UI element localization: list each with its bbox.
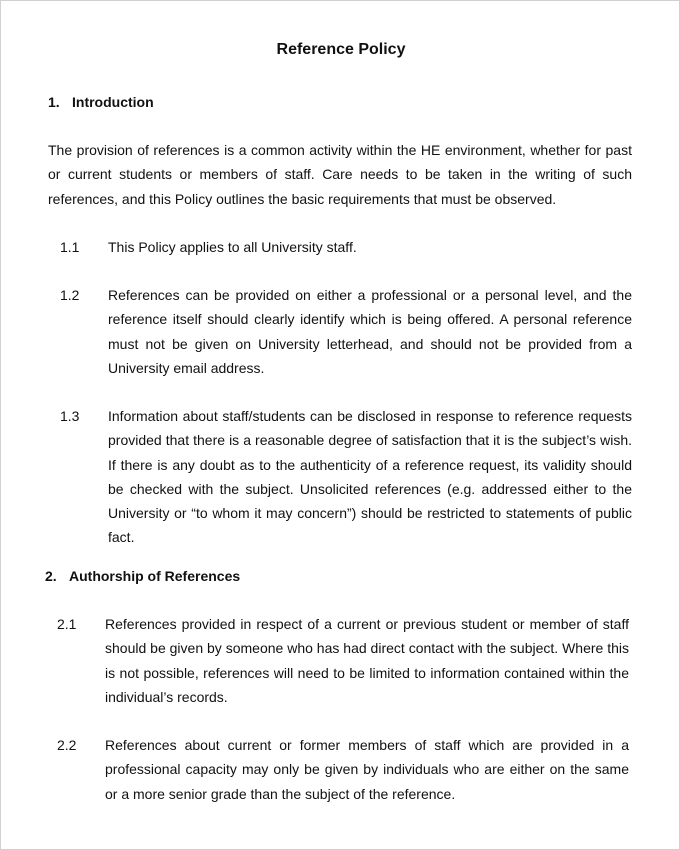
page-title: Reference Policy xyxy=(276,41,406,58)
section-heading-authorship xyxy=(45,568,240,584)
section-heading-introduction xyxy=(48,94,154,110)
intro-paragraph: The provision of references is a common activity within the HE environment, whether for past or current students or members of staff. Care needs to be taken in the writing of such references, and this Policy outlines the basic requirements that must be observed. xyxy=(48,142,632,207)
clause-text: References can be provided on either a professional or a personal level, and the reference itself should clearly identify which is being offered. A personal reference must not be given on University letterhead, and should not be provided from a University email address. xyxy=(108,287,632,376)
clause-text: This Policy applies to all University staff. xyxy=(108,239,357,255)
section-number: 2. xyxy=(45,568,57,584)
section-title: Introduction xyxy=(72,94,154,110)
clause-number: 1.1 xyxy=(60,239,80,255)
clause-number: 1.2 xyxy=(60,287,80,303)
section-number: 1. xyxy=(48,94,60,110)
clause-text: Information about staff/students can be disclosed in response to reference requests provided that there is a reasonable degree of satisfaction that it is the subject’s wish. If there is any doubt as to the authenticity of a reference request, its validity should be checked with the subject. Unsolicited references (e.g. addressed either to the University or “to whom it may concern”) should be restricted to statements of public fact. xyxy=(108,408,632,546)
clause-text: References about current or former members of staff which are provided in a professional capacity may only be given by individuals who are either on the same or a more senior grade than the subject of the reference. xyxy=(105,737,629,802)
clause-number: 1.3 xyxy=(60,408,80,424)
section-title: Authorship of References xyxy=(69,568,241,584)
clause-number: 2.1 xyxy=(57,616,77,632)
clause-number: 2.2 xyxy=(57,737,77,753)
clause-text: References provided in respect of a current or previous student or member of staff should be given by someone who has had direct contact with the subject. Where this is not possible, references will need to be limited to information contained within the individual’s records. xyxy=(105,616,629,705)
